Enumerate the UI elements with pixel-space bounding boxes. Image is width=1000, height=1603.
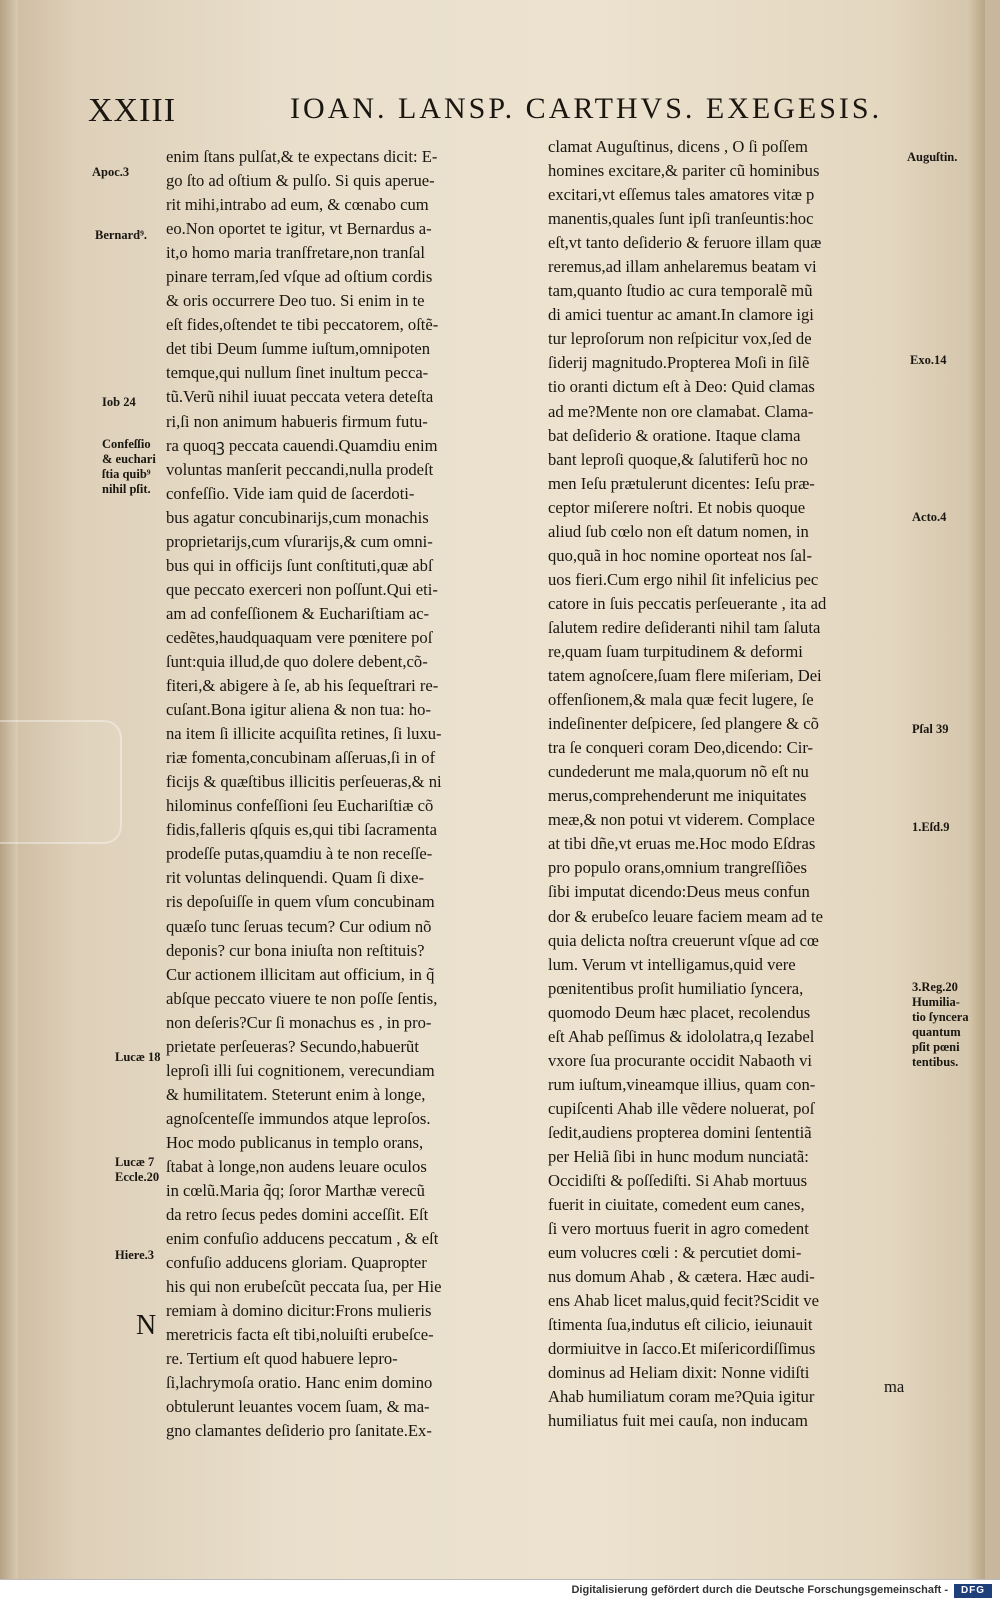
text-line: it,o homo maria tranſfretare,non tranſal bbox=[166, 243, 425, 263]
text-line: tra ſe conqueri coram Deo,dicendo: Cir- bbox=[548, 738, 814, 758]
text-line: prietate perſeueras? Secundo,habuerũt bbox=[166, 1036, 419, 1056]
text-line: nus domum Ahab , & cætera. Hæc audi- bbox=[548, 1267, 815, 1287]
text-line: di amici tuentur ac amant.In clamore igi bbox=[548, 305, 814, 325]
text-line: ris depoſuiſſe in quem vſum concubinam bbox=[166, 892, 435, 912]
text-line: riæ fomenta,concubinam aſſeruas,ſi in of bbox=[166, 748, 436, 768]
marginal-note: Apoc.3 bbox=[92, 165, 130, 179]
text-line: cedẽtes,haudquaquam vere pœnitere poſ bbox=[166, 627, 433, 647]
text-line: det tibi Deum ſumme iuſtum,omnipoten bbox=[166, 339, 431, 359]
text-line: Cur actionem illicitam aut officium, in q̃ bbox=[166, 964, 435, 984]
footer-credit: Digitalisierung gefördert durch die Deutsche Forschungsgemeinschaft - bbox=[571, 1584, 948, 1596]
text-line: tatem agnoſcere,ſuam flere miſeriam, Dei bbox=[548, 666, 822, 686]
text-line: confeſſio. Vide iam quid de ſacerdoti- bbox=[166, 483, 415, 503]
text-line: ſi,lachrymoſa oratio. Hanc enim domino bbox=[166, 1373, 433, 1393]
text-line: ſedit,audiens propterea domini ſententiã bbox=[548, 1122, 812, 1142]
text-line: his qui non erubeſcũt peccata ſua, per Hie bbox=[166, 1277, 442, 1297]
text-line: clamat Auguſtinus, dicens , O ſi poſſem bbox=[548, 137, 808, 156]
text-line: quæſo tunc ſeruas tecum? Cur odium nõ bbox=[166, 916, 432, 936]
text-line: catore in ſuis peccatis perſeuerante , ita ad bbox=[548, 593, 827, 613]
digitization-footer bbox=[0, 1579, 1000, 1603]
text-line: voluntas manſerit peccandi,nulla prodeſt bbox=[166, 459, 434, 479]
text-line: dor & erubeſco leuare faciem meam ad te bbox=[548, 906, 824, 926]
text-line: ſi vero mortuus fuerit in agro comedent bbox=[548, 1219, 809, 1239]
dfg-logo: DFG bbox=[954, 1584, 992, 1598]
text-line: re. Tertium eſt quod habuere lepro- bbox=[166, 1349, 398, 1369]
text-line: reremus,ad illam anhelaremus beatam vi bbox=[548, 257, 817, 277]
text-line: proprietarijs,cum vſurarijs,& cum omni- bbox=[166, 531, 433, 551]
text-line: Hoc modo publicanus in templo orans, bbox=[166, 1132, 424, 1152]
text-line: ſtimenta ſua,indutus eſt cilicio, ieiunauit bbox=[548, 1315, 813, 1335]
text-line: eſt fides,oſtendet te tibi peccatorem, oſtẽ- bbox=[166, 315, 439, 335]
marginal-note: Lucæ 7 Eccle.20 bbox=[115, 1155, 160, 1184]
text-line: eſt,vt tanto deſiderio & feruore illam quæ bbox=[548, 233, 822, 253]
marginal-note: Lucæ 18 bbox=[115, 1050, 161, 1064]
text-line: merus,comprehenderunt me iniquitates bbox=[548, 786, 807, 806]
text-line: non deſeris?Cur ſi monachus es , in pro- bbox=[166, 1012, 432, 1032]
text-line: excitari,vt eſſemus tales amatores vitæ p bbox=[548, 185, 815, 205]
marginal-note: 3.Reg.20 Humilia- tio ſyncera quantum pſit pœni tentibus. bbox=[912, 980, 969, 1069]
text-line: tio oranti dictum eſt à Deo: Quid clamas bbox=[548, 377, 815, 397]
text-line: dominus ad Heliam dixit: Nonne vidiſti bbox=[548, 1363, 810, 1383]
text-line: ſibi imputat dicendo:Deus meus confun bbox=[548, 882, 810, 902]
text-line: am ad confeſſionem & Euchariſtiam ac- bbox=[166, 603, 430, 623]
text-line: bant leproſi quoque,& ſalutiferũ hoc no bbox=[548, 449, 808, 469]
right-text-column bbox=[548, 135, 920, 1434]
marginal-note: Auguſtin. bbox=[907, 150, 958, 164]
text-line: que peccato exerceri non poſſunt.Qui eti- bbox=[166, 579, 438, 599]
text-line: eum volucres cœli : & percutiet domi- bbox=[548, 1243, 802, 1263]
text-line: ra quoqꝫ peccata cauendi.Quamdiu enim bbox=[166, 435, 438, 455]
text-line: fuerit in ciuitate, comedent eum canes, bbox=[548, 1195, 805, 1215]
text-line: lum. Verum vt intelligamus,quid vere bbox=[548, 954, 796, 974]
text-line: pœnitentibus proſit humiliatio ſyncera, bbox=[548, 978, 804, 998]
text-line: go ſto ad oſtium & pulſo. Si quis aperue- bbox=[166, 171, 435, 191]
text-line: ad me?Mente non ore clamabat. Clama- bbox=[548, 401, 814, 421]
text-line: ſalutem redire deſideranti nihil tam ſaluta bbox=[548, 617, 821, 637]
text-line: ſtabat à longe,non audens leuare oculos bbox=[166, 1156, 427, 1176]
text-line: re,quam ſuam turpitudinem & deformi bbox=[548, 641, 803, 661]
marginal-note: Iob 24 bbox=[102, 395, 136, 409]
text-line: rit voluntas delinquendi. Quam ſi dixe- bbox=[166, 868, 425, 888]
text-line: prodeſſe putas,quamdiu à te non receſſe- bbox=[166, 844, 433, 864]
text-line: temque,qui nullum ſinet inultum pecca- bbox=[166, 363, 429, 383]
text-line: fidis,falleris qſquis es,qui tibi ſacramenta bbox=[166, 820, 437, 840]
text-line: remiam à domino dicitur:Frons mulieris bbox=[166, 1301, 432, 1321]
text-line: cuſant.Bona igitur aliena & non tua: ho- bbox=[166, 700, 431, 720]
text-line: cundederunt me mala,quorum nõ eſt nu bbox=[548, 762, 809, 782]
text-line: tur leproſorum non reſpicitur vox,ſed de bbox=[548, 329, 812, 349]
text-line: in cœlũ.Maria q̃q; ſoror Marthæ verecũ bbox=[166, 1181, 425, 1201]
text-line: meæ,& non potui vt viderem. Complace bbox=[548, 810, 815, 830]
marginal-note: Hiere.3 bbox=[115, 1248, 154, 1262]
signature-mark: N bbox=[136, 1310, 157, 1341]
text-line: tam,quanto ſtudio ac cura temporalẽ mũ bbox=[548, 281, 813, 301]
text-line: vxore ſua procurante occidit Nabaoth vi bbox=[548, 1050, 813, 1070]
text-line: ceptor miſerere noſtri. Et nobis quoque bbox=[548, 497, 806, 517]
text-line: enim ſtans pulſat,& te expectans dicit: E- bbox=[166, 147, 438, 166]
text-line: rit mihi,intrabo ad eum, & cœnabo cum bbox=[166, 195, 429, 215]
text-line: rum iuſtum,vineamque illius, quam con- bbox=[548, 1074, 816, 1094]
text-line: ſunt:quia illud,de quo dolere debent,cõ- bbox=[166, 651, 428, 671]
text-line: at tibi dñe,vt eruas me.Hoc modo Eſdras bbox=[548, 834, 816, 854]
text-line: na item ſi illicite acquiſita retines, ſi luxu- bbox=[166, 724, 442, 744]
text-line: ficijs & quæſtibus illicitis perſeueras,& ni bbox=[166, 772, 442, 792]
text-line: & humilitatem. Steterunt enim à longe, bbox=[166, 1084, 426, 1104]
catchword: ma bbox=[884, 1377, 905, 1396]
marginal-note: 1.Eſd.9 bbox=[912, 820, 950, 834]
text-line: ſiderij magnitudo.Propterea Moſi in ſilẽ bbox=[548, 353, 810, 373]
text-line: eſt Ahab peſſimus & idololatra,q Iezabel bbox=[548, 1026, 815, 1046]
text-line: per Heliã ſibi in hunc modum nunciatã: bbox=[548, 1146, 809, 1166]
text-line: agnoſcenteſſe immundos atque leproſos. bbox=[166, 1108, 431, 1128]
text-line: deponis? cur bona iniuſta non reſtituis? bbox=[166, 940, 425, 960]
text-line: enim confuſio adducens peccatum , & eſt bbox=[166, 1229, 439, 1249]
text-line: manentis,quales ſunt ipſi tranſeuntis:hoc bbox=[548, 209, 814, 229]
text-line: dormiuitve in ſacco.Et miſericordiſſimus bbox=[548, 1339, 816, 1359]
text-line: da retro ſecus pedes domini acceſſit. Eſt bbox=[166, 1205, 429, 1225]
left-text-column bbox=[166, 145, 538, 1444]
marginal-note: Bernard⁹. bbox=[95, 228, 148, 242]
text-line: men Ieſu prætulerunt dicentes: Ieſu præ- bbox=[548, 473, 815, 493]
text-line: eo.Non oportet te igitur, vt Bernardus a- bbox=[166, 219, 432, 239]
marginal-note: Confeſſio & euchari ſtia quib⁹ nihil pſit. bbox=[102, 437, 156, 496]
text-line: ens Ahab licet malus,quid fecit?Scidit ve bbox=[548, 1291, 819, 1311]
text-line: uos fieri.Cum ergo nihil ſit infelicius pec bbox=[548, 569, 819, 589]
text-line: quia delicta noſtra creuerunt vſque ad cœ bbox=[548, 930, 819, 950]
text-line: pinare terram,ſed vſque ad oſtium cordis bbox=[166, 267, 433, 287]
text-line: pro populo orans,omnium trangreſſiões bbox=[548, 858, 808, 878]
text-line: & oris occurrere Deo tuo. Si enim in te bbox=[166, 291, 425, 311]
text-line: confuſio adducens gloriam. Quapropter bbox=[166, 1253, 427, 1273]
text-line: leproſi illi ſui cognitionem, verecundiam bbox=[166, 1060, 435, 1080]
text-line: homines excitare,& pariter cũ hominibus bbox=[548, 161, 820, 181]
page-edge bbox=[967, 0, 985, 1580]
folio-number: XXIII bbox=[88, 92, 177, 129]
text-line: quomodo Deum hæc placet, recolendus bbox=[548, 1002, 811, 1022]
text-line: gno clamantes deſiderio pro ſanitate.Ex- bbox=[166, 1421, 432, 1441]
text-line: humiliatus fuit mei cauſa, non inducam bbox=[548, 1411, 808, 1431]
text-line: aliud ſub cœlo non eſt datum nomen, in bbox=[548, 521, 809, 541]
book-clamp-shadow bbox=[0, 720, 122, 844]
text-line: ri,ſi non animum habueris firmum futu- bbox=[166, 411, 428, 431]
marginal-note: Acto.4 bbox=[912, 510, 947, 524]
text-line: cupiſcenti Ahab ille vẽdere noluerat, poſ bbox=[548, 1098, 815, 1118]
text-line: Ahab humiliatum coram me?Quia igitur bbox=[548, 1387, 815, 1407]
text-line: offenſionem,& mala quæ fecit lugere, ſe bbox=[548, 690, 814, 710]
text-line: tũ.Verũ nihil iuuat peccata vetera deteſta bbox=[166, 387, 434, 407]
text-line: bat deſiderio & oratione. Itaque clama bbox=[548, 425, 801, 445]
text-line: meretricis facta eſt tibi,noluiſti erubeſce- bbox=[166, 1325, 434, 1345]
text-line: quo,quã in hoc nomine oporteat nos ſal- bbox=[548, 545, 813, 565]
running-title: IOAN. LANSP. CARTHVS. EXEGESIS. bbox=[290, 92, 883, 125]
text-line: bus agatur concubinarijs,cum monachis bbox=[166, 507, 429, 527]
text-line: indeſinenter deſpicere, ſed plangere & cõ bbox=[548, 714, 819, 734]
text-line: abſque peccato viuere te non poſſe ſentis, bbox=[166, 988, 438, 1008]
text-line: fiteri,& abigere à ſe, ab his ſequeſtrari re- bbox=[166, 676, 439, 696]
text-line: Occidiſti & poſſediſti. Si Ahab mortuus bbox=[548, 1171, 808, 1191]
text-line: hilominus confeſſioni ſeu Euchariſtiæ cõ bbox=[166, 796, 434, 816]
marginal-note: Exo.14 bbox=[910, 353, 947, 367]
marginal-note: Pſal 39 bbox=[912, 722, 949, 736]
text-line: bus qui in officijs ſunt conſtituti,quæ abſ bbox=[166, 555, 433, 575]
text-line: obtulerunt leuantes vocem ſuam, & ma- bbox=[166, 1397, 430, 1417]
